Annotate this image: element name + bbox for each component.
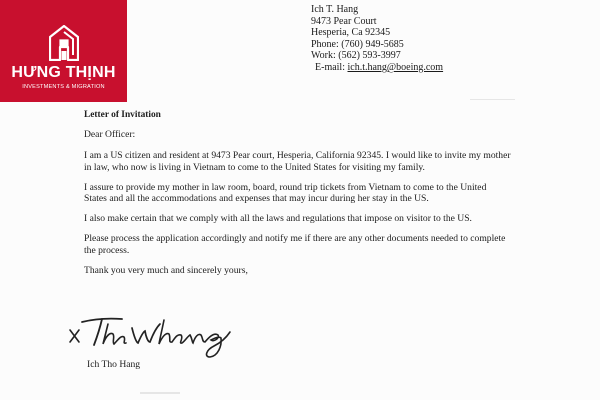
scan-artifact (470, 99, 515, 100)
sender-address-block (311, 4, 443, 74)
letter-paragraph: Please process the application accordingly and notify me if there are any other documents needed to complete the process. (84, 233, 506, 256)
brand-name: HƯNG THỊNH (11, 64, 116, 81)
sender-email: ich.t.hang@boeing.com (347, 61, 444, 73)
sender-email-label: E-mail: (315, 61, 348, 73)
sender-phone: Phone: (760) 949-5685 (311, 38, 404, 50)
letter-paragraph: I am a US citizen and resident at 9473 Pear court, Hesperia, California 92345. I would like to invite my mother in law, who now is living in Vietnam to come to the United States for visiting my family. (84, 150, 511, 173)
house-logo-icon (49, 25, 79, 61)
sender-city: Hesperia, Ca 92345 (311, 27, 391, 39)
letter-paragraph: I also make certain that we comply with all the laws and regulations that impose on visitor to the US. (84, 213, 472, 225)
letter-title: Letter of Invitation (84, 110, 161, 120)
handwritten-signature (64, 310, 244, 360)
brand-logo (0, 0, 127, 102)
letter-closing: Thank you very much and sincerely yours, (84, 264, 248, 276)
sender-street: 9473 Pear Court (311, 15, 377, 27)
letter-paragraph: I assure to provide my mother in law room, board, round trip tickets from Vietnam to come to the United States and all the accommodations and expenses that may incur during her stay in the US. (84, 181, 487, 205)
brand-tagline: INVESTMENTS & MIGRATION (22, 84, 105, 90)
scan-artifact (140, 392, 180, 394)
letter-greeting: Dear Officer: (84, 129, 136, 141)
sender-name: Ich T. Hang (311, 4, 359, 15)
signer-name: Ich Tho Hang (87, 359, 141, 370)
letter-body (84, 110, 584, 276)
sender-email-line (315, 62, 443, 74)
sender-work-phone: Work: (562) 593-3997 (311, 50, 401, 62)
